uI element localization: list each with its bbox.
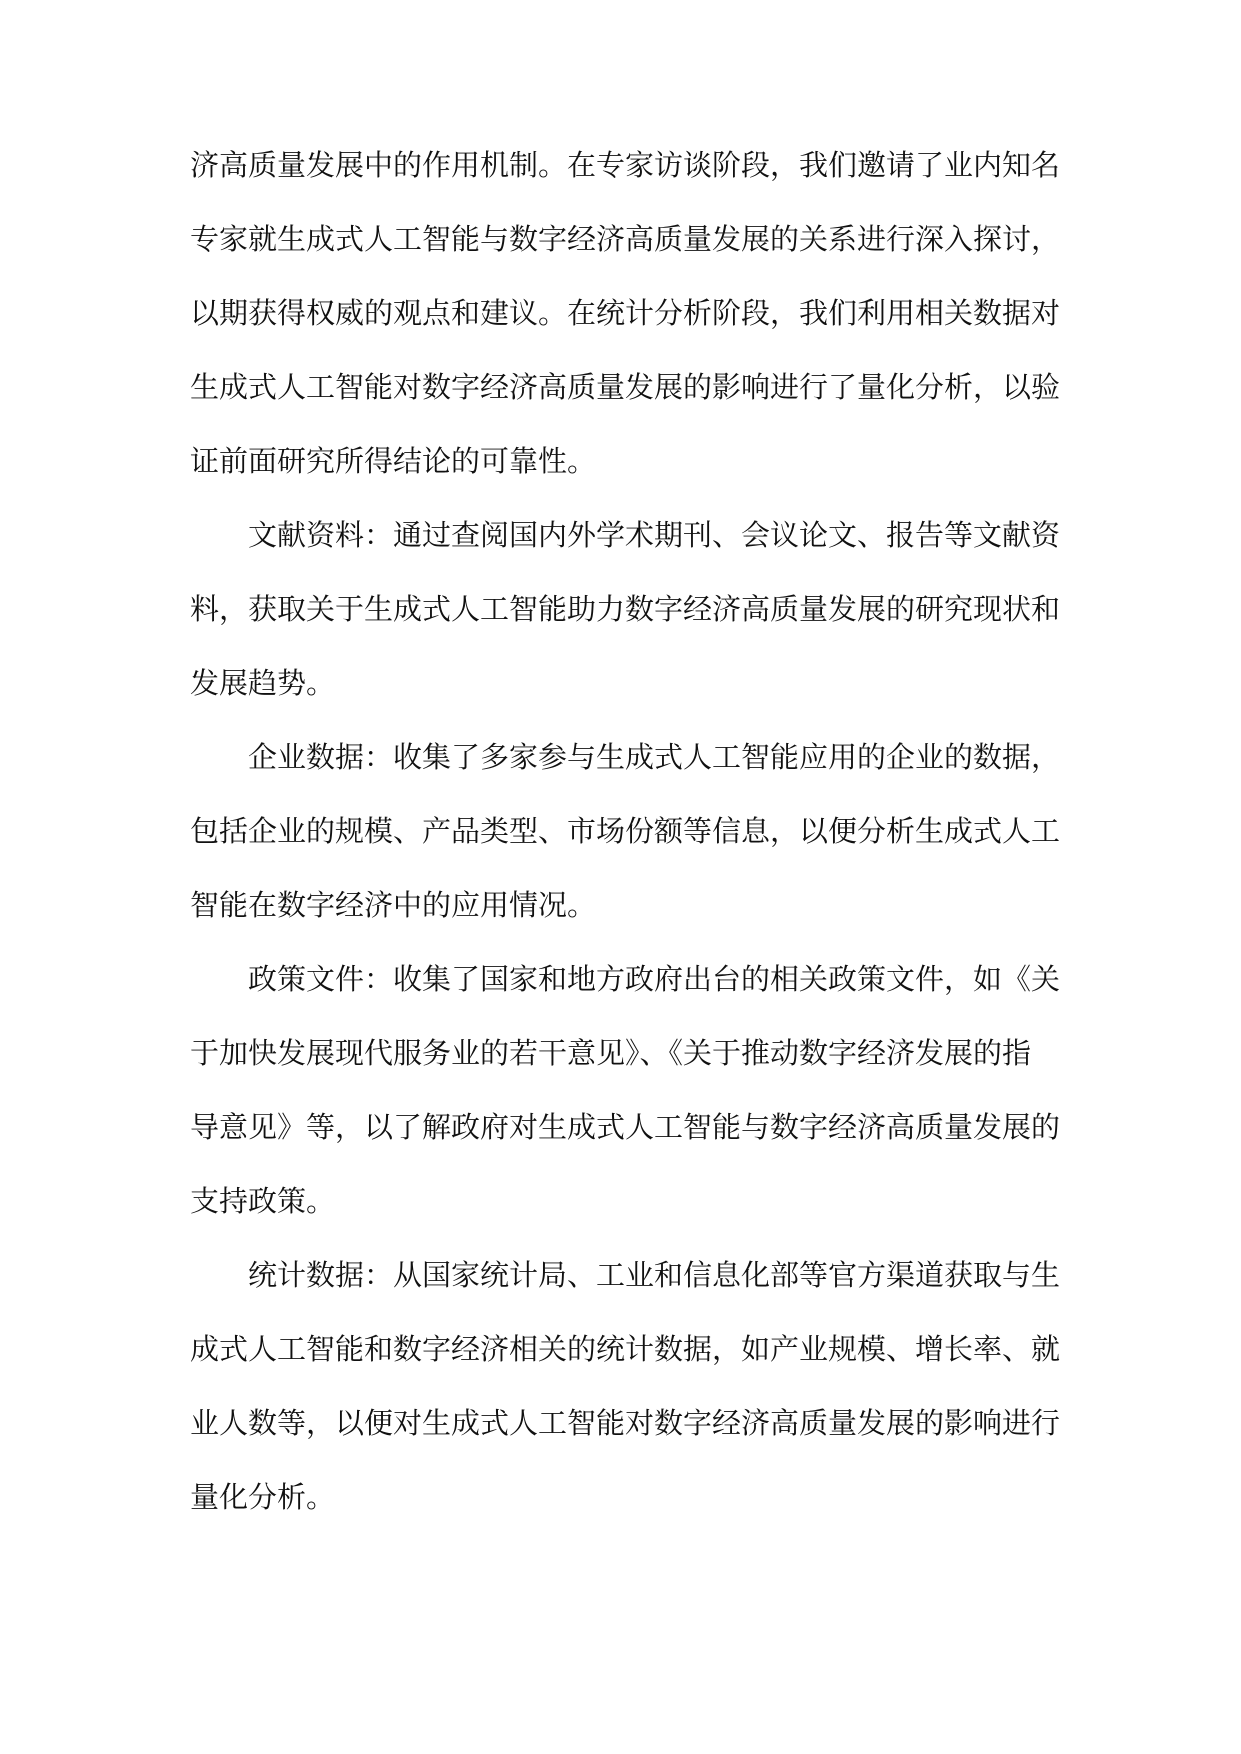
text-line: 导意见》等，以了解政府对生成式人工智能与数字经济高质量发展的 [190, 1110, 1061, 1144]
text-line: 专家就生成式人工智能与数字经济高质量发展的关系进行深入探讨， [190, 222, 1061, 256]
text-line: 文献资料：通过查阅国内外学术期刊、会议论文、报告等文献资 [190, 518, 1061, 552]
text-line: 包括企业的规模、产品类型、市场份额等信息，以便分析生成式人工 [190, 814, 1061, 848]
text-line: 企业数据：收集了多家参与生成式人工智能应用的企业的数据， [190, 740, 1061, 774]
text-line: 证前面研究所得结论的可靠性。 [190, 444, 597, 478]
text-line: 量化分析。 [190, 1480, 336, 1514]
text-line: 业人数等，以便对生成式人工智能对数字经济高质量发展的影响进行 [190, 1406, 1061, 1440]
text-line: 以期获得权威的观点和建议。在统计分析阶段，我们利用相关数据对 [190, 296, 1061, 330]
text-line: 于加快发展现代服务业的若干意见》、《关于推动数字经济发展的指 [190, 1036, 1032, 1070]
text-line: 济高质量发展中的作用机制。在专家访谈阶段，我们邀请了业内知名 [190, 148, 1061, 182]
text-line: 料，获取关于生成式人工智能助力数字经济高质量发展的研究现状和 [190, 592, 1061, 626]
text-line: 智能在数字经济中的应用情况。 [190, 888, 597, 922]
text-line: 发展趋势。 [190, 666, 336, 700]
text-line: 统计数据：从国家统计局、工业和信息化部等官方渠道获取与生 [190, 1258, 1061, 1292]
text-line: 政策文件：收集了国家和地方政府出台的相关政策文件，如《关 [190, 962, 1061, 996]
text-line: 成式人工智能和数字经济相关的统计数据，如产业规模、增长率、就 [190, 1332, 1061, 1366]
text-line: 生成式人工智能对数字经济高质量发展的影响进行了量化分析，以验 [190, 370, 1061, 404]
text-line: 支持政策。 [190, 1184, 336, 1218]
body-text [190, 128, 1060, 1534]
